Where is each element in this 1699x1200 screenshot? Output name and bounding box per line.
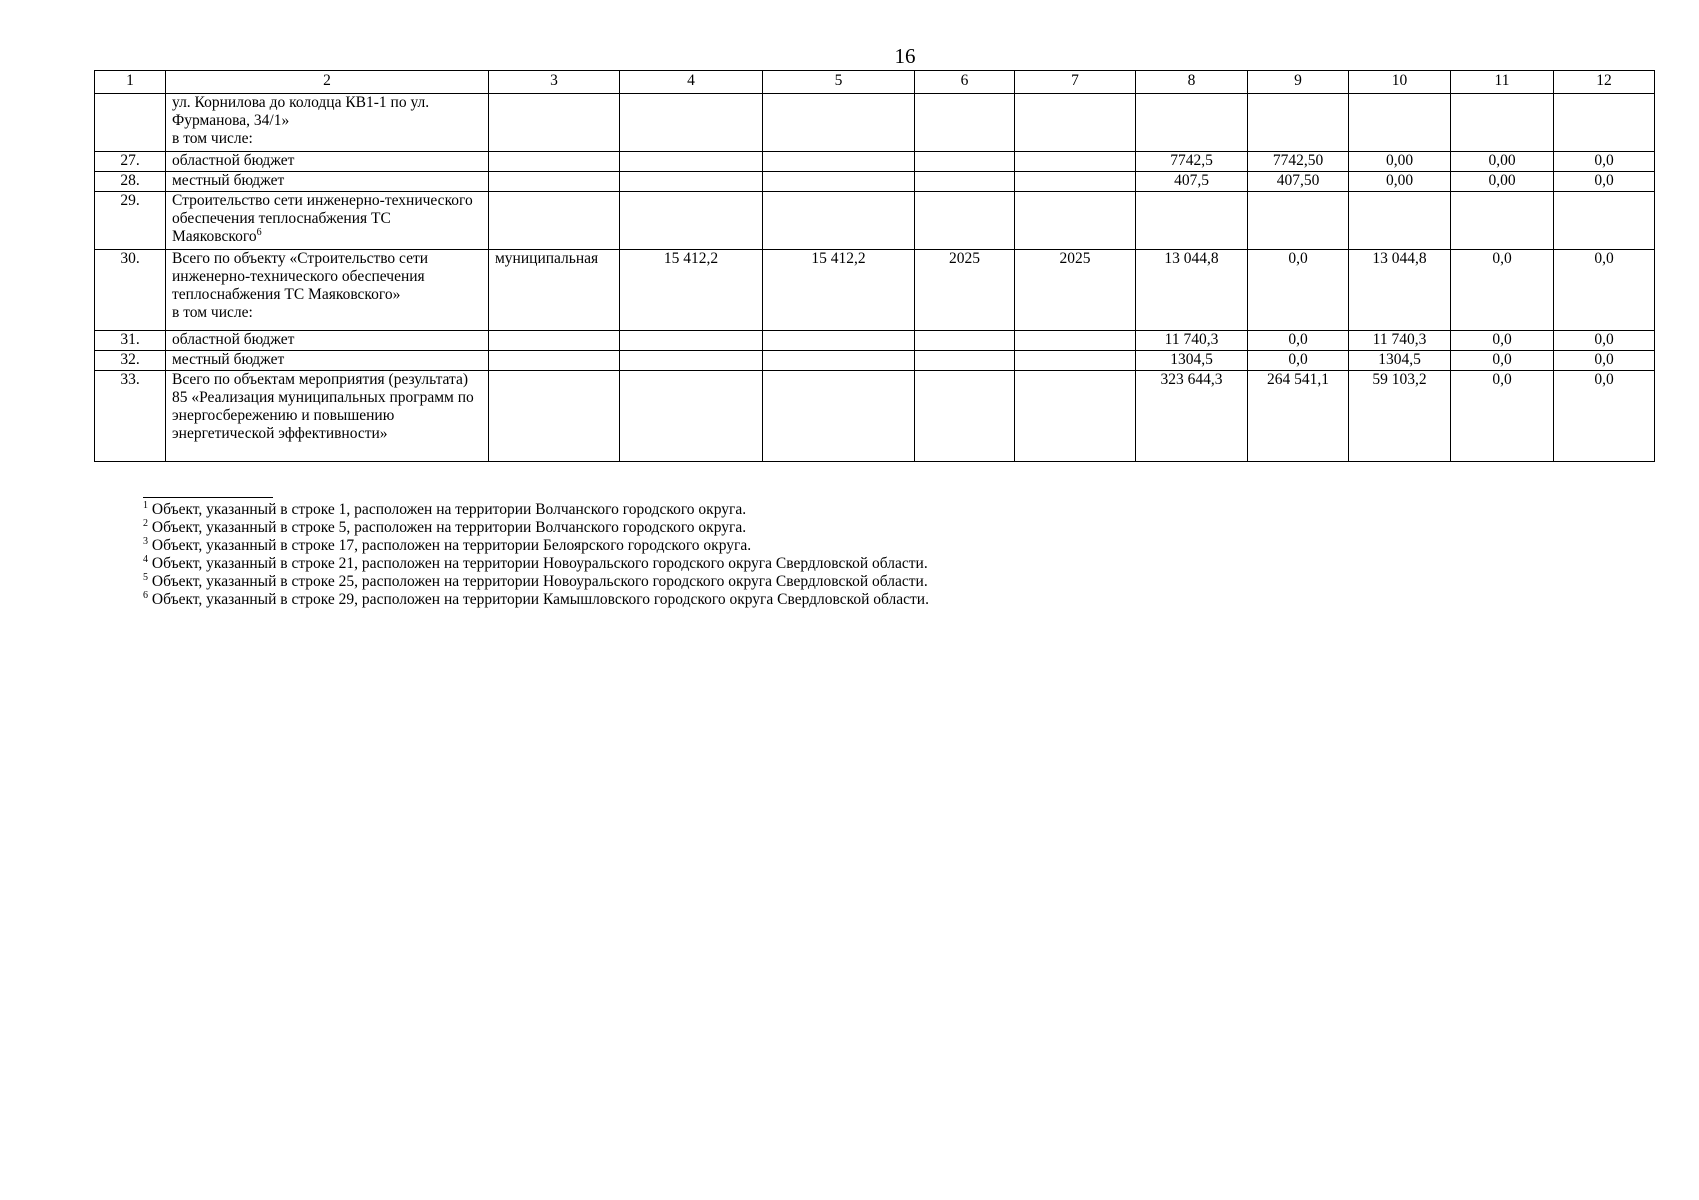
cell-col-6 [915,331,1015,351]
table-row [95,331,1655,351]
cell-col-9: 0,0 [1248,351,1349,371]
table-row [95,192,1655,250]
cell-col-8: 323 644,3 [1136,371,1248,462]
footnote-mark: 5 [143,571,148,583]
cell-col-11: 0,0 [1451,351,1554,371]
table-body [95,94,1655,462]
cell-col-8: 11 740,3 [1136,331,1248,351]
footnote-item [143,591,929,609]
column-header-10: 10 [1349,71,1451,94]
column-header-3: 3 [489,71,620,94]
table-row [95,172,1655,192]
row-name-text: областной бюджет [172,152,295,169]
cell-col-10: 13 044,8 [1349,250,1451,331]
cell-col-10 [1349,94,1451,152]
cell-col-6 [915,172,1015,192]
cell-col-3 [489,192,620,250]
cell-col-12: 0,0 [1554,250,1655,331]
cell-col-12: 0,0 [1554,371,1655,462]
cell-col-11: 0,0 [1451,331,1554,351]
row-number-cell [95,94,166,152]
column-number-header-row [95,71,1655,94]
cell-col-11: 0,0 [1451,250,1554,331]
cell-col-3 [489,331,620,351]
cell-col-7: 2025 [1015,250,1136,331]
cell-col-5 [763,94,915,152]
footnote-mark: 1 [143,499,148,511]
cell-col-6 [915,351,1015,371]
row-name-text: ул. Корнилова до колодца КВ1-1 по ул. Фурманова, 34/1» в том числе: [172,94,430,147]
cell-col-10: 0,00 [1349,172,1451,192]
table-row [95,351,1655,371]
cell-col-9: 7742,50 [1248,152,1349,172]
cell-col-12: 0,0 [1554,331,1655,351]
cell-col-4 [620,331,763,351]
row-name-cell [166,351,489,371]
cell-col-5 [763,351,915,371]
row-name-cell [166,172,489,192]
cell-col-6 [915,371,1015,462]
cell-col-12 [1554,94,1655,152]
cell-col-7 [1015,351,1136,371]
cell-col-6 [915,192,1015,250]
footnote-text: Объект, указанный в строке 29, расположен на территории Камышловского городского округа Свердловской области. [151,591,929,608]
footnote-item [143,573,929,591]
column-header-7: 7 [1015,71,1136,94]
row-number-cell: 30. [95,250,166,331]
cell-col-10: 1304,5 [1349,351,1451,371]
column-header-12: 12 [1554,71,1655,94]
cell-col-5 [763,331,915,351]
footnote-mark: 6 [143,589,148,601]
column-header-2: 2 [166,71,489,94]
row-name-cell [166,331,489,351]
column-header-8: 8 [1136,71,1248,94]
cell-col-8 [1136,94,1248,152]
cell-col-9: 0,0 [1248,331,1349,351]
cell-col-11: 0,00 [1451,152,1554,172]
cell-col-10: 59 103,2 [1349,371,1451,462]
row-name-cell [166,192,489,250]
cell-col-10: 0,00 [1349,152,1451,172]
footnote-item [143,519,929,537]
row-name-cell [166,94,489,152]
cell-col-8: 407,5 [1136,172,1248,192]
cell-col-9: 407,50 [1248,172,1349,192]
cell-col-8: 1304,5 [1136,351,1248,371]
cell-col-4 [620,94,763,152]
column-header-6: 6 [915,71,1015,94]
cell-col-3 [489,351,620,371]
column-header-4: 4 [620,71,763,94]
cell-col-4 [620,172,763,192]
column-header-5: 5 [763,71,915,94]
row-number-cell: 28. [95,172,166,192]
cell-col-5 [763,192,915,250]
cell-col-11: 0,00 [1451,172,1554,192]
row-name-cell [166,152,489,172]
row-name-text: местный бюджет [172,172,285,189]
footnote-text: Объект, указанный в строке 25, расположен на территории Новоуральского городского округа Свердловской области. [151,573,928,590]
row-number-cell: 27. [95,152,166,172]
cell-col-7 [1015,172,1136,192]
footnote-mark: 4 [143,553,148,565]
row-name-cell [166,371,489,462]
row-name-text: Всего по объектам мероприятия (результата) 85 «Реализация муниципальных программ по энергосбережению и повышению энергетической эффективности» [172,371,474,442]
table-row [95,250,1655,331]
cell-col-5 [763,172,915,192]
cell-col-9 [1248,94,1349,152]
footnote-text: Объект, указанный в строке 17, расположен на территории Белоярского городского округа. [151,537,752,554]
row-name-text: местный бюджет [172,351,285,368]
cell-col-12: 0,0 [1554,152,1655,172]
footnote-item [143,537,929,555]
cell-col-5 [763,152,915,172]
row-number-cell: 31. [95,331,166,351]
footnote-item [143,501,929,519]
footnote-text: Объект, указанный в строке 1, расположен на территории Волчанского городского округа. [151,501,747,518]
cell-col-12: 0,0 [1554,351,1655,371]
footnotes [143,497,929,609]
cell-col-7 [1015,152,1136,172]
row-name-text: областной бюджет [172,331,295,348]
cell-col-9: 264 541,1 [1248,371,1349,462]
footnote-item [143,555,929,573]
table-row [95,371,1655,462]
cell-col-8: 13 044,8 [1136,250,1248,331]
cell-col-6 [915,94,1015,152]
cell-col-4: 15 412,2 [620,250,763,331]
column-header-11: 11 [1451,71,1554,94]
cell-col-8 [1136,192,1248,250]
row-name-text: Строительство сети инженерно-технического обеспечения теплоснабжения ТС Маяковского [172,192,473,245]
cell-col-4 [620,152,763,172]
cell-col-10 [1349,192,1451,250]
footnote-list [143,501,929,609]
column-header-1: 1 [95,71,166,94]
cell-col-10: 11 740,3 [1349,331,1451,351]
cell-col-5 [763,371,915,462]
data-table [94,70,1655,462]
cell-col-3 [489,94,620,152]
cell-col-3 [489,172,620,192]
cell-col-6 [915,152,1015,172]
cell-col-9 [1248,192,1349,250]
table-row [95,152,1655,172]
row-number-cell: 33. [95,371,166,462]
footnote-text: Объект, указанный в строке 5, расположен на территории Волчанского городского округа. [151,519,747,536]
cell-col-7 [1015,331,1136,351]
cell-col-4 [620,351,763,371]
footnote-mark: 2 [143,517,148,529]
cell-col-5: 15 412,2 [763,250,915,331]
row-name-text: Всего по объекту «Строительство сети инженерно-технического обеспечения теплоснабжения ТС Маяковского» в том числе: [172,250,429,321]
cell-col-11: 0,0 [1451,371,1554,462]
row-name-cell [166,250,489,331]
cell-col-9: 0,0 [1248,250,1349,331]
footnote-reference: 6 [256,226,262,238]
cell-col-3 [489,152,620,172]
cell-col-7 [1015,192,1136,250]
cell-col-6: 2025 [915,250,1015,331]
footnote-separator [143,497,273,498]
cell-col-7 [1015,94,1136,152]
footnote-text: Объект, указанный в строке 21, расположен на территории Новоуральского городского округа Свердловской области. [151,555,928,572]
cell-col-8: 7742,5 [1136,152,1248,172]
footnote-mark: 3 [143,535,148,547]
cell-col-7 [1015,371,1136,462]
cell-col-12: 0,0 [1554,172,1655,192]
cell-col-11 [1451,192,1554,250]
cell-col-3: муниципальная [489,250,620,331]
cell-col-4 [620,192,763,250]
cell-col-11 [1451,94,1554,152]
cell-col-4 [620,371,763,462]
cell-col-12 [1554,192,1655,250]
table-row [95,94,1655,152]
page-number: 16 [894,44,916,68]
row-number-cell: 32. [95,351,166,371]
column-header-9: 9 [1248,71,1349,94]
row-number-cell: 29. [95,192,166,250]
cell-col-3 [489,371,620,462]
